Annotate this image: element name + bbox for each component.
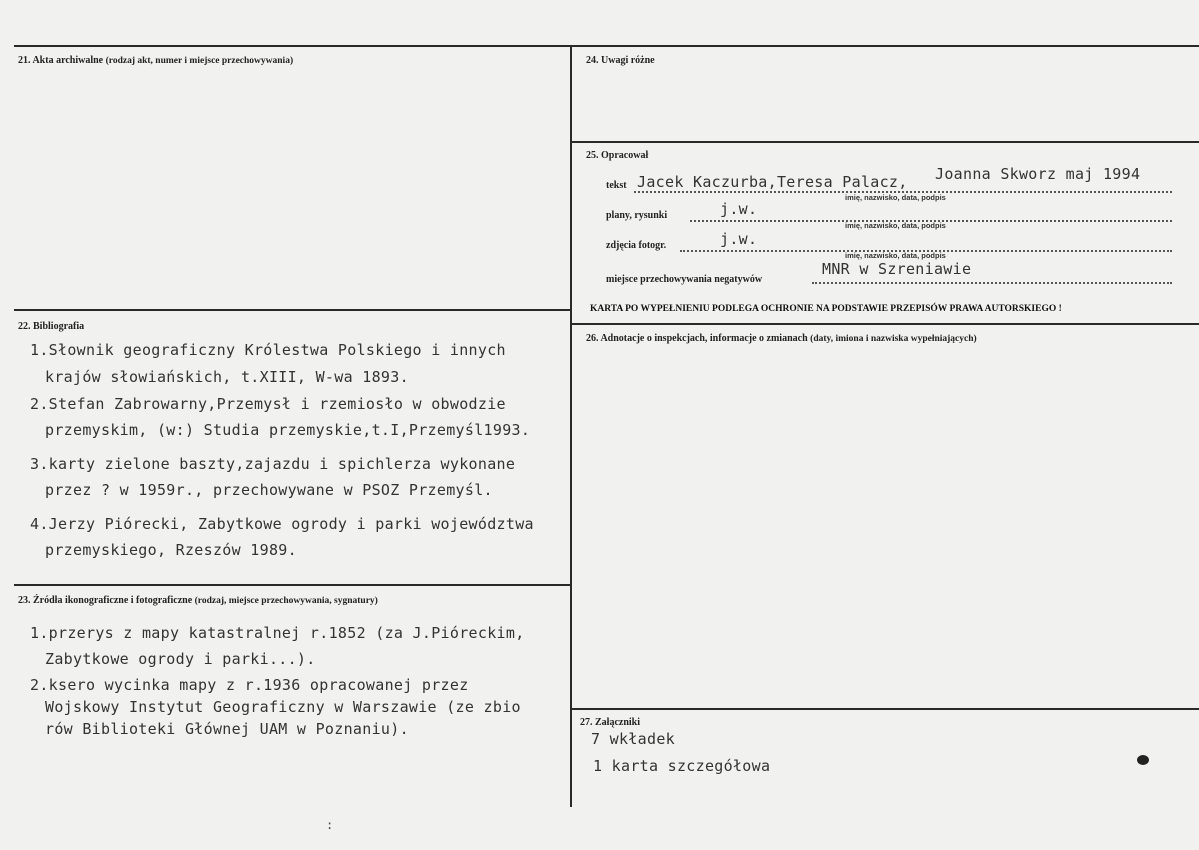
section-25-header <box>586 150 648 161</box>
section-24-number: 24. <box>586 55 599 66</box>
bibliography-line: przemyskim, (w:) Studia przemyskie,t.I,Przemyśl1993. <box>45 421 531 439</box>
bibliography-line: przemyskiego, Rzeszów 1989. <box>45 541 297 559</box>
divider-22-23 <box>14 584 570 586</box>
ink-marks: : <box>326 818 334 832</box>
section-21-title: Akta archiwalne <box>32 55 104 66</box>
negatives-label: miejsce przechowywania negatywów <box>606 274 763 285</box>
center-divider <box>570 45 572 807</box>
section-22-title: Bibliografia <box>33 321 85 332</box>
section-27-header <box>580 717 640 728</box>
source-line: rów Biblioteki Głównej UAM w Poznaniu). <box>45 720 409 738</box>
text-author-value-continued: Joanna Skworz maj 1994 <box>935 165 1141 183</box>
section-26-subtitle: (daty, imiona i nazwiska wypełniających) <box>810 334 977 344</box>
section-21-header <box>18 55 293 66</box>
plans-label: plany, rysunki <box>606 210 668 221</box>
section-24-header <box>586 55 655 66</box>
divider-25-26 <box>572 323 1199 325</box>
section-23-subtitle: (rodzaj, miejsce przechowywania, sygnatury) <box>194 596 378 606</box>
attachment-line: 7 wkładek <box>591 730 675 748</box>
section-21-number: 21. <box>18 55 31 66</box>
section-25-title: Opracował <box>601 150 649 161</box>
divider-21-22 <box>14 309 570 311</box>
section-22-number: 22. <box>18 321 31 332</box>
section-22-header <box>18 321 84 332</box>
source-line: Zabytkowe ogrody i parki...). <box>45 650 316 668</box>
bibliography-line: 3.karty zielone baszty,zajazdu i spichlerza wykonane <box>30 455 516 473</box>
source-line: Wojskowy Instytut Geograficzny w Warszawie (ze zbio <box>45 698 521 716</box>
attachment-line: 1 karta szczegółowa <box>593 757 771 775</box>
section-23-number: 23. <box>18 595 31 606</box>
source-line: 1.przerys z mapy katastralnej r.1852 (za J.Pióreckim, <box>30 624 525 642</box>
plans-value: j.w. <box>720 200 758 218</box>
photos-value: j.w. <box>720 230 758 248</box>
section-26-title: Adnotacje o inspekcjach, informacje o zmianach <box>600 333 808 344</box>
bibliography-line: 2.Stefan Zabrowarny,Przemysł i rzemiosło w obwodzie <box>30 395 506 413</box>
bibliography-line: przez ? w 1959r., przechowywane w PSOZ Przemyśl. <box>45 481 493 499</box>
section-26-header <box>586 333 977 344</box>
photos-caption: imię, nazwisko, data, podpis <box>845 251 946 260</box>
section-21-subtitle: (rodzaj akt, numer i miejsce przechowywania) <box>105 56 294 66</box>
negatives-value: MNR w Szreniawie <box>822 260 972 278</box>
section-23-title: Źródła ikonograficzne i fotograficzne <box>33 595 193 606</box>
negatives-dotline <box>812 282 1172 284</box>
section-24-title: Uwagi różne <box>601 55 655 66</box>
divider-24-25 <box>572 141 1199 143</box>
text-author-value: Jacek Kaczurba,Teresa Palacz, <box>637 173 908 191</box>
section-27-title: Załączniki <box>595 717 641 728</box>
section-23-header <box>18 595 378 606</box>
bibliography-line: krajów słowiańskich, t.XIII, W-wa 1893. <box>45 368 409 386</box>
text-author-label: tekst <box>606 180 627 191</box>
ink-smudge <box>1137 755 1149 765</box>
top-border <box>14 45 1199 47</box>
bibliography-line: 4.Jerzy Piórecki, Zabytkowe ogrody i parki województwa <box>30 515 534 533</box>
section-25-number: 25. <box>586 150 599 161</box>
divider-26-27 <box>572 708 1199 710</box>
plans-caption: imię, nazwisko, data, podpis <box>845 221 946 230</box>
photos-label: zdjęcia fotogr. <box>606 240 667 251</box>
source-line: 2.ksero wycinka mapy z r.1936 opracowanej przez <box>30 676 469 694</box>
section-26-number: 26. <box>586 333 599 344</box>
section-27-number: 27. <box>580 717 593 728</box>
copyright-notice: KARTA PO WYPEŁNIENIU PODLEGA OCHRONIE NA PODSTAWIE PRZEPISÓW PRAWA AUTORSKIEGO ! <box>590 304 1062 314</box>
text-author-caption: imię, nazwisko, data, podpis <box>845 193 946 202</box>
bibliography-line: 1.Słownik geograficzny Królestwa Polskiego i innych <box>30 341 506 359</box>
